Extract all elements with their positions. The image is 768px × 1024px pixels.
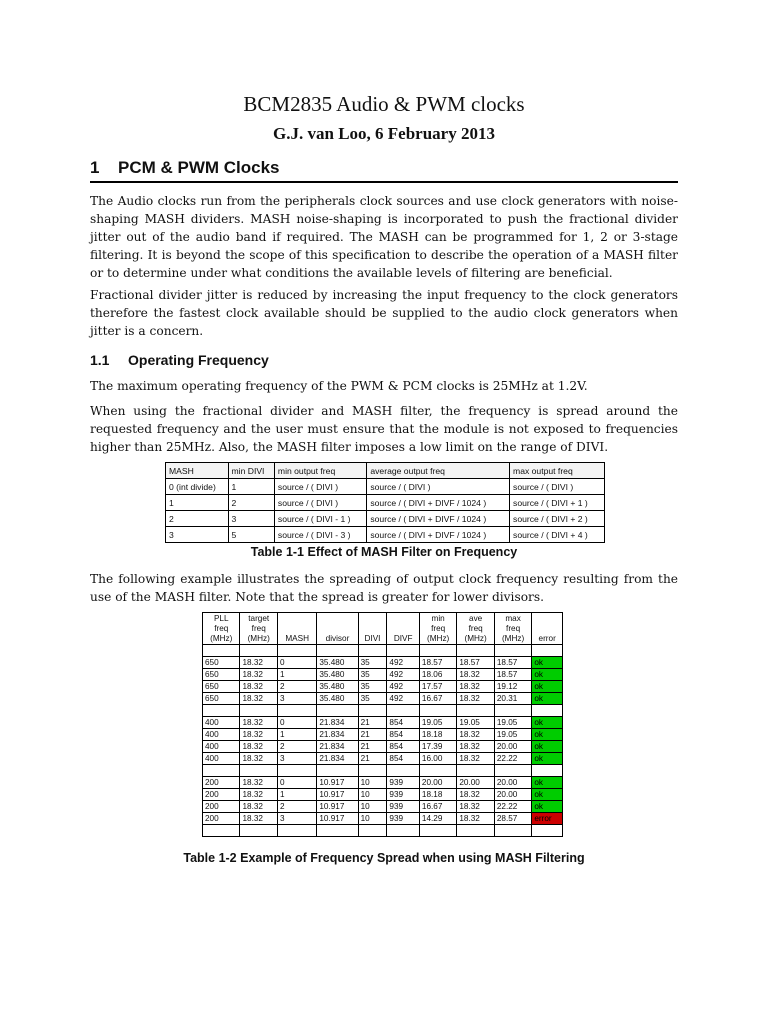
table-cell: source / ( DIVI + DIVF / 1024 ) [367, 511, 510, 527]
table-header-line: error [538, 634, 556, 643]
table-cell [419, 705, 456, 717]
table-cell [203, 765, 240, 777]
table-cell: 1 [277, 789, 316, 801]
table-cell [419, 765, 456, 777]
table-cell: 21 [358, 753, 387, 765]
table-cell: 400 [203, 741, 240, 753]
table-cell: 21 [358, 741, 387, 753]
table-cell: 18.32 [240, 729, 277, 741]
status-badge: ok [532, 717, 563, 729]
table-cell: 2 [277, 801, 316, 813]
table-cell [419, 645, 456, 657]
table-header-row [203, 613, 563, 645]
status-badge: error [532, 813, 563, 825]
table-cell: 21.834 [317, 753, 358, 765]
table-cell: 18.32 [240, 801, 277, 813]
table-spacer-row [203, 825, 563, 837]
table-cell: 19.12 [494, 681, 531, 693]
table-cell: source / ( DIVI - 1 ) [274, 511, 366, 527]
table-cell: 10.917 [317, 777, 358, 789]
table-header-line: DIVF [393, 634, 413, 643]
table-cell [419, 825, 456, 837]
table-cell: 20.00 [419, 777, 456, 789]
table-cell: 3 [228, 511, 274, 527]
table-cell: 16.00 [419, 753, 456, 765]
table-cell: 0 (int divide) [166, 479, 229, 495]
status-badge: ok [532, 657, 563, 669]
table-header-line: target [248, 614, 270, 623]
table-cell: 939 [387, 777, 420, 789]
section-1-paragraph-1: The Audio clocks run from the peripherals clock sources and use clock generators with noise-shaping MASH dividers. MASH noise-shaping is incorporated to push the fractional divider jitter out of the audio band if required. The MASH can be programmed for 1, 2 or 3-stage filtering. It is beyond the scope of this specification to describe the operation of a MASH filter or to determine under what conditions the available levels of filtering are beneficial. [90, 194, 678, 280]
table-cell: 1 [277, 669, 316, 681]
table-cell: 35 [358, 681, 387, 693]
table-cell: 20.00 [494, 789, 531, 801]
document-author: G.J. van Loo, 6 February 2013 [273, 124, 495, 143]
table-header-cell [419, 613, 456, 645]
table-header-row [166, 463, 605, 479]
table-row [203, 741, 563, 753]
table-header-cell [317, 613, 358, 645]
table-row [203, 777, 563, 789]
table-cell: 200 [203, 813, 240, 825]
table-cell: 200 [203, 801, 240, 813]
table-header-cell [358, 613, 387, 645]
table-cell: 16.67 [419, 693, 456, 705]
table-header-cell: average output freq [367, 463, 510, 479]
table-cell [240, 705, 277, 717]
table-cell: 1 [228, 479, 274, 495]
table-cell: 21.834 [317, 717, 358, 729]
table-cell: 200 [203, 777, 240, 789]
table-header-line: (MHz) [501, 634, 525, 643]
frequency-spread-table [202, 612, 563, 837]
table-cell [358, 765, 387, 777]
table-header-line: MASH [285, 634, 309, 643]
table-cell: 22.22 [494, 801, 531, 813]
table-header-cell [457, 613, 494, 645]
table-cell: source / ( DIVI - 3 ) [274, 527, 366, 543]
table-header-line: ave [469, 614, 483, 623]
table-cell: 21.834 [317, 741, 358, 753]
table-cell: 18.32 [240, 693, 277, 705]
table-spacer-row [203, 705, 563, 717]
table-row [166, 495, 605, 511]
table-cell: 650 [203, 693, 240, 705]
table-cell: 492 [387, 681, 420, 693]
section-1-heading [90, 158, 678, 183]
table-cell [358, 825, 387, 837]
section-1-paragraph-2: Fractional divider jitter is reduced by increasing the input frequency to the clock generators therefore the fastest clock available should be supplied to the audio clock generators when jitter is a concern. [90, 288, 678, 338]
table-cell: 400 [203, 753, 240, 765]
table-header-cell [387, 613, 420, 645]
table-header-line: divisor [325, 634, 350, 643]
table-cell: 18.32 [457, 813, 494, 825]
table-header-cell [203, 613, 240, 645]
table-cell: 18.57 [457, 657, 494, 669]
table-cell: 35.480 [317, 693, 358, 705]
table-cell: 20.00 [457, 777, 494, 789]
table-cell [494, 705, 531, 717]
table-cell: 18.18 [419, 789, 456, 801]
table-cell: 939 [387, 789, 420, 801]
table-cell: 10 [358, 777, 387, 789]
table-header-line: (MHz) [247, 634, 270, 643]
table-cell: 17.39 [419, 741, 456, 753]
table-1-2-caption: Table 1-2 Example of Frequency Spread when using MASH Filtering [183, 851, 585, 865]
status-badge: ok [532, 693, 563, 705]
table-cell: 650 [203, 657, 240, 669]
table-cell: 20.00 [494, 777, 531, 789]
table-1-1-caption: Table 1-1 Effect of MASH Filter on Frequency [250, 545, 518, 559]
table-cell: 1 [166, 495, 229, 511]
table-cell [387, 645, 420, 657]
example-paragraph: The following example illustrates the spreading of output clock frequency resulting from the use of the MASH filter. Note that the spread is greater for lower divisors. [90, 572, 678, 604]
table-row [203, 753, 563, 765]
table-cell: 10.917 [317, 801, 358, 813]
table-cell [240, 645, 277, 657]
table-cell: 18.32 [457, 741, 494, 753]
table-cell: 0 [277, 717, 316, 729]
table-cell: 20.31 [494, 693, 531, 705]
table-cell: 3 [166, 527, 229, 543]
table-row [203, 789, 563, 801]
table-cell [317, 825, 358, 837]
table-cell: 5 [228, 527, 274, 543]
table-cell: 3 [277, 813, 316, 825]
table-cell [277, 765, 316, 777]
table-cell: 939 [387, 801, 420, 813]
table-cell: 35.480 [317, 657, 358, 669]
table-cell: source / ( DIVI ) [274, 495, 366, 511]
table-cell: source / ( DIVI + 2 ) [510, 511, 605, 527]
section-1-1-heading [90, 352, 269, 368]
table-cell [277, 825, 316, 837]
table-cell [358, 645, 387, 657]
table-cell [532, 645, 563, 657]
table-cell: 492 [387, 693, 420, 705]
table-row [203, 681, 563, 693]
table-header-line: freq [251, 624, 266, 633]
table-header-cell: MASH [166, 463, 229, 479]
table-cell [532, 705, 563, 717]
table-cell [203, 705, 240, 717]
table-header-line: freq [506, 624, 521, 633]
table-cell: 35 [358, 693, 387, 705]
table-cell: 18.06 [419, 669, 456, 681]
table-cell [532, 765, 563, 777]
table-cell [387, 705, 420, 717]
table-row [203, 729, 563, 741]
table-cell: 18.32 [240, 657, 277, 669]
section-1-1-title: Operating Frequency [128, 352, 269, 368]
table-row [166, 527, 605, 543]
table-cell: 492 [387, 669, 420, 681]
table-cell: 18.57 [494, 669, 531, 681]
table-cell: source / ( DIVI ) [510, 479, 605, 495]
table-row [166, 511, 605, 527]
table-cell [532, 825, 563, 837]
table-cell: 0 [277, 657, 316, 669]
table-cell [387, 765, 420, 777]
table-header-line: (MHz) [210, 634, 233, 643]
table-cell: 19.05 [494, 729, 531, 741]
status-badge: ok [532, 753, 563, 765]
table-cell: 200 [203, 789, 240, 801]
table-header-line: freq [468, 624, 483, 633]
table-header-cell: min output freq [274, 463, 366, 479]
table-cell: 10 [358, 801, 387, 813]
table-cell: source / ( DIVI ) [367, 479, 510, 495]
table-cell: 2 [166, 511, 229, 527]
table-cell: 35.480 [317, 681, 358, 693]
table-header-line: min [431, 614, 445, 623]
table-cell: 492 [387, 657, 420, 669]
table-cell: 18.32 [457, 801, 494, 813]
table-cell: 28.57 [494, 813, 531, 825]
table-cell: source / ( DIVI + DIVF / 1024 ) [367, 495, 510, 511]
table-cell [457, 645, 494, 657]
table-cell [317, 765, 358, 777]
table-header-line: (MHz) [464, 634, 487, 643]
table-cell [240, 765, 277, 777]
status-badge: ok [532, 669, 563, 681]
table-cell: 21.834 [317, 729, 358, 741]
status-badge: ok [532, 681, 563, 693]
table-cell: 10.917 [317, 789, 358, 801]
table-cell: 400 [203, 717, 240, 729]
table-cell: 10 [358, 789, 387, 801]
table-cell: 18.18 [419, 729, 456, 741]
table-cell [457, 705, 494, 717]
table-cell: 854 [387, 753, 420, 765]
table-cell: 35.480 [317, 669, 358, 681]
table-row [203, 693, 563, 705]
mash-filter-table [165, 462, 605, 543]
table-cell: 35 [358, 657, 387, 669]
section-1-1-paragraph-2: When using the fractional divider and MASH filter, the frequency is spread around the requested frequency and the user must ensure that the module is not exposed to frequencies higher than 25MHz. Also, the MASH filter imposes a low limit on the range of DIVI. [90, 404, 678, 454]
table-cell: 19.05 [457, 717, 494, 729]
table-cell: 18.32 [240, 813, 277, 825]
table-cell: 18.32 [240, 789, 277, 801]
table-cell: 19.05 [419, 717, 456, 729]
table-cell: 18.57 [419, 657, 456, 669]
table-row [203, 657, 563, 669]
table-cell: 2 [228, 495, 274, 511]
table-header-line: freq [431, 624, 446, 633]
table-cell: source / ( DIVI ) [274, 479, 366, 495]
table-cell: 0 [277, 777, 316, 789]
table-cell: 650 [203, 681, 240, 693]
table-cell [358, 705, 387, 717]
table-header-line: DIVI [364, 634, 381, 643]
table-cell: source / ( DIVI + DIVF / 1024 ) [367, 527, 510, 543]
table-header-cell [532, 613, 563, 645]
table-cell: 18.32 [240, 741, 277, 753]
table-cell [317, 645, 358, 657]
table-cell [203, 645, 240, 657]
table-header-line: (MHz) [426, 634, 450, 643]
table-header-line: PLL [213, 614, 229, 623]
table-cell: 18.32 [457, 753, 494, 765]
table-cell [277, 645, 316, 657]
table-cell: 1 [277, 729, 316, 741]
table-cell: 20.00 [494, 741, 531, 753]
document-title: BCM2835 Audio & PWM clocks [243, 92, 525, 116]
table-cell [203, 825, 240, 837]
table-cell: source / ( DIVI + 4 ) [510, 527, 605, 543]
table-cell: 35 [358, 669, 387, 681]
table-header-line: max [505, 614, 521, 623]
table-header-line: freq [214, 624, 229, 633]
table-cell [317, 705, 358, 717]
section-1-title: PCM & PWM Clocks [118, 158, 280, 177]
status-badge: ok [532, 789, 563, 801]
table-cell: 19.05 [494, 717, 531, 729]
table-cell: 21 [358, 717, 387, 729]
table-cell: 854 [387, 741, 420, 753]
table-cell: source / ( DIVI + 1 ) [510, 495, 605, 511]
status-badge: ok [532, 741, 563, 753]
table-header-cell [494, 613, 531, 645]
table-cell: 2 [277, 741, 316, 753]
table-header-cell: max output freq [510, 463, 605, 479]
table-cell [240, 825, 277, 837]
table-cell: 18.32 [240, 681, 277, 693]
table-cell [494, 645, 531, 657]
table-cell [457, 825, 494, 837]
table-cell [387, 825, 420, 837]
table-cell: 3 [277, 753, 316, 765]
table-cell: 18.32 [240, 669, 277, 681]
table-cell: 17.57 [419, 681, 456, 693]
table-cell [494, 825, 531, 837]
table-cell [277, 705, 316, 717]
section-1-number: 1 [90, 158, 100, 177]
table-cell: 18.32 [457, 789, 494, 801]
table-cell: 18.32 [240, 753, 277, 765]
table-header-cell: min DIVI [228, 463, 274, 479]
section-1-1-paragraph-1: The maximum operating frequency of the PWM & PCM clocks is 25MHz at 1.2V. [90, 379, 588, 393]
status-badge: ok [532, 777, 563, 789]
table-cell: 22.22 [494, 753, 531, 765]
table-cell [457, 765, 494, 777]
table-cell: 18.32 [240, 717, 277, 729]
table-row [203, 813, 563, 825]
table-cell: 854 [387, 729, 420, 741]
table-spacer-row [203, 765, 563, 777]
table-header-cell [277, 613, 316, 645]
status-badge: ok [532, 729, 563, 741]
table-cell: 18.32 [457, 681, 494, 693]
section-1-1-number: 1.1 [90, 352, 110, 368]
table-header-cell [240, 613, 277, 645]
table-cell: 18.57 [494, 657, 531, 669]
table-cell: 18.32 [457, 693, 494, 705]
table-cell: 854 [387, 717, 420, 729]
table-cell: 18.32 [240, 777, 277, 789]
table-row [166, 479, 605, 495]
table-cell: 939 [387, 813, 420, 825]
table-cell: 650 [203, 669, 240, 681]
table-cell: 18.32 [457, 669, 494, 681]
table-row [203, 801, 563, 813]
table-cell: 2 [277, 681, 316, 693]
table-cell: 14.29 [419, 813, 456, 825]
table-cell [494, 765, 531, 777]
table-cell: 400 [203, 729, 240, 741]
table-cell: 3 [277, 693, 316, 705]
table-row [203, 669, 563, 681]
table-cell: 21 [358, 729, 387, 741]
table-cell: 18.32 [457, 729, 494, 741]
table-cell: 10 [358, 813, 387, 825]
table-cell: 10.917 [317, 813, 358, 825]
table-spacer-row [203, 645, 563, 657]
status-badge: ok [532, 801, 563, 813]
table-cell: 16.67 [419, 801, 456, 813]
table-row [203, 717, 563, 729]
